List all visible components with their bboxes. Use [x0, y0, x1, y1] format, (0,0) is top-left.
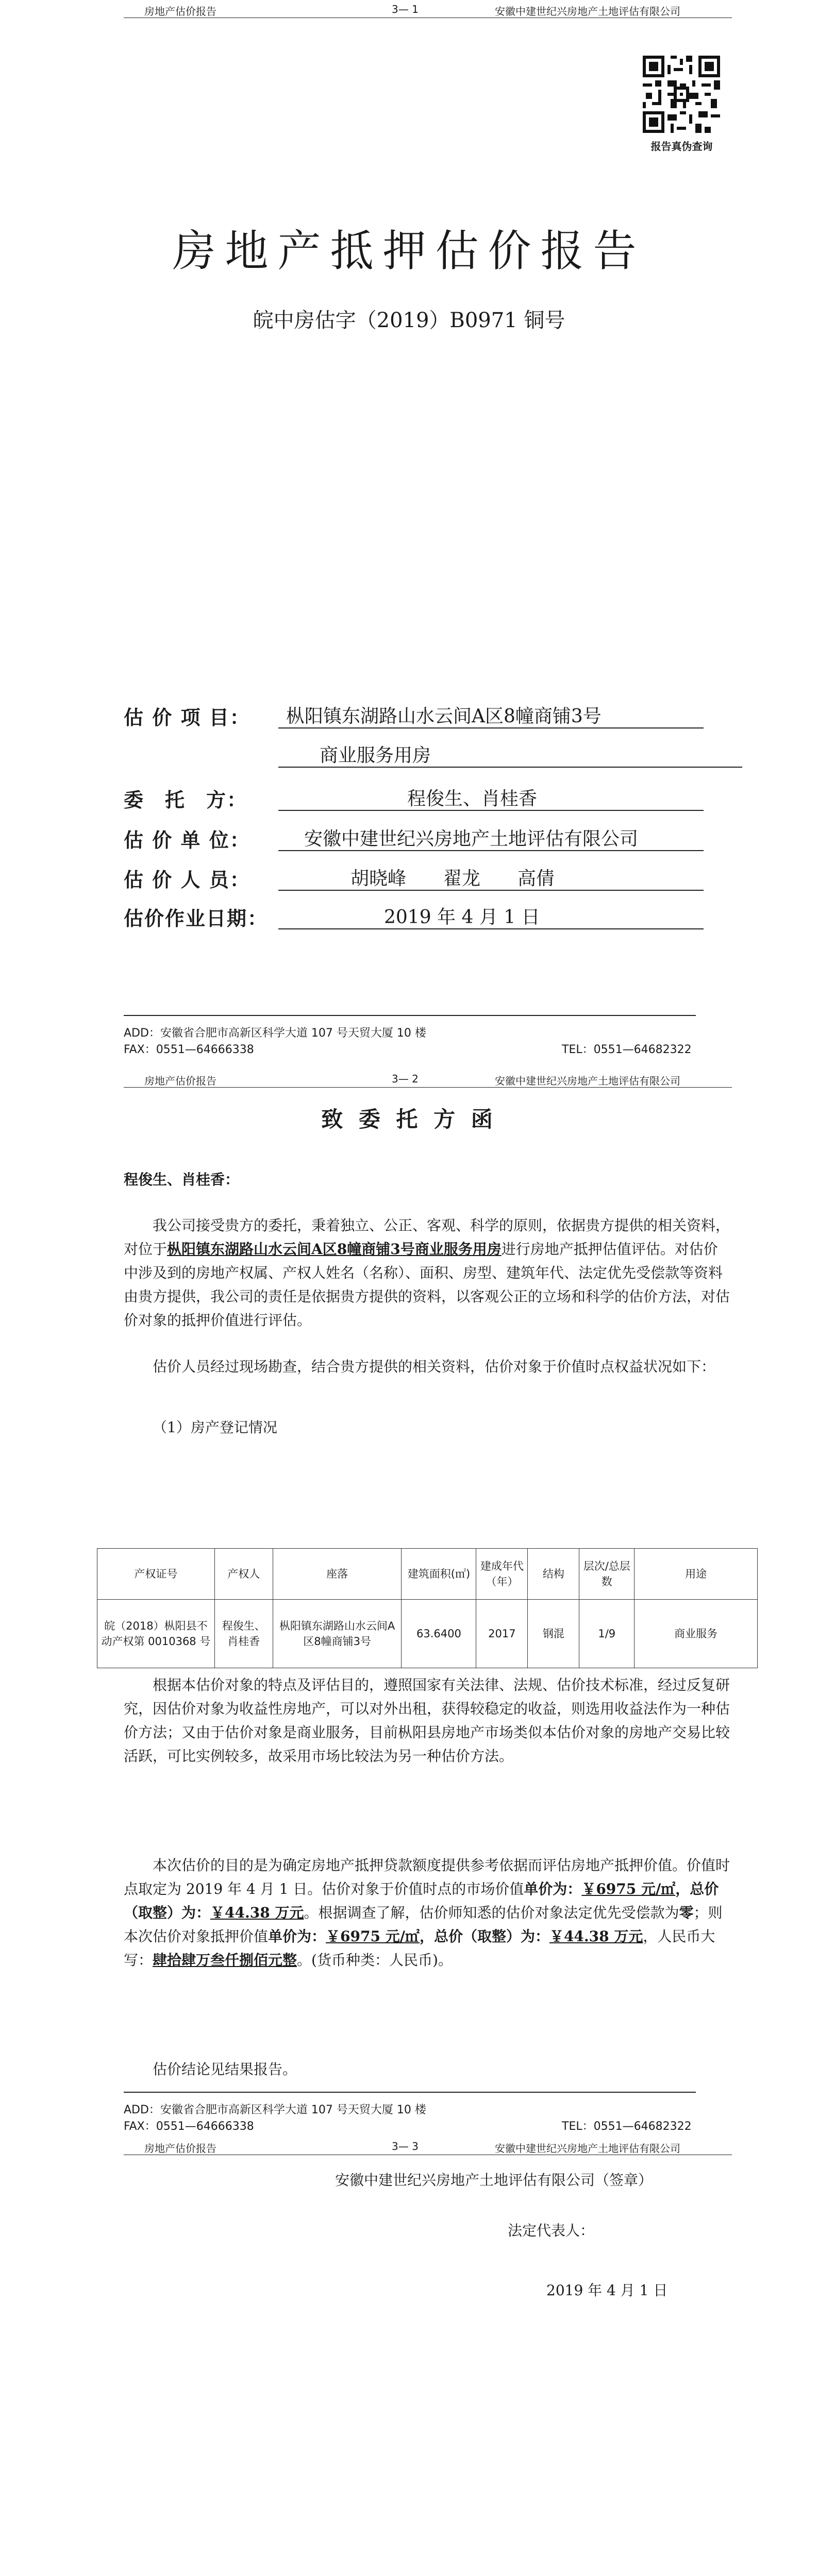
footer-address: ADD：安徽省合肥市高新区科学大道 107 号天贸大厦 10 楼 — [124, 2104, 426, 2116]
table-header: 建筑面积(㎡) — [402, 1549, 476, 1600]
text-span: 。根据调查了解，估价师知悉的估价对象法定优先受偿款为 — [304, 1904, 679, 1921]
header-left: 房地产估价报告 — [144, 1075, 216, 1087]
header-page: 3— 3 — [392, 2140, 419, 2153]
table-header: 产权人 — [214, 1549, 273, 1600]
header-right: 安徽中建世纪兴房地产土地评估有限公司 — [495, 1075, 680, 1087]
footer-rule — [124, 1015, 696, 1016]
footer-fax: FAX：0551—64666338 — [124, 1043, 254, 1056]
field-value-project: 枞阳镇东湖路山水云间A区8幢商铺3号 — [286, 706, 602, 727]
table-header: 建成年代（年） — [476, 1549, 528, 1600]
text-span: 本次估价的目的是为确定房地产抵押贷款额度提供参考依据而评估房地产抵押价值。价值时点取定为 2019 年 4 月 1 日。估价对象于价值时点的市场价值 — [124, 1857, 730, 1897]
paragraph-6: 估价结论见结果报告。 — [153, 2061, 297, 2078]
footer-tel: TEL：0551—64682322 — [562, 2120, 692, 2133]
footer-tel: TEL：0551—64682322 — [562, 1043, 692, 1056]
text-span: 单价为： — [524, 1880, 582, 1897]
paragraph-1 — [124, 1214, 732, 1332]
table-cell: 1/9 — [579, 1600, 635, 1668]
table-cell: 钢混 — [528, 1600, 579, 1668]
field-label-appraisers: 估 价 人 员： — [124, 868, 251, 891]
footer-address: ADD：安徽省合肥市高新区科学大道 107 号天贸大厦 10 楼 — [124, 1027, 426, 1040]
underline — [278, 767, 742, 768]
table-header: 结构 — [528, 1549, 579, 1600]
field-label-date: 估价作业日期： — [124, 907, 269, 930]
paragraph-3: （1）房产登记情况 — [153, 1419, 277, 1436]
table-cell: 商业服务 — [635, 1600, 758, 1668]
property-registration-table — [97, 1548, 758, 1668]
table-header: 层次/总层数 — [579, 1549, 635, 1600]
page3-header — [124, 2137, 732, 2155]
table-cell: 皖（2018）枞阳县不动产权第 0010368 号 — [97, 1600, 215, 1668]
amount-in-words: 肆拾肆万叁仟捌佰元整 — [153, 1952, 297, 1969]
underline — [278, 810, 704, 811]
market-total-price: ￥44.38 万元 — [210, 1904, 304, 1921]
field-value-appraisers: 胡晓峰 翟龙 高倩 — [350, 868, 555, 889]
field-value-project-line2: 商业服务用房 — [320, 745, 431, 766]
footer-rule — [124, 2092, 696, 2093]
market-unit-price: ￥6975 元/㎡ — [581, 1880, 676, 1897]
underline — [278, 850, 704, 851]
table-cell: 63.6400 — [402, 1600, 476, 1668]
letter-salutation: 程俊生、肖桂香： — [124, 1171, 240, 1188]
underline — [278, 928, 704, 929]
page2-header — [124, 1070, 732, 1088]
mortgage-unit-price: ￥6975 元/㎡ — [326, 1928, 420, 1945]
table-row — [97, 1600, 758, 1668]
field-value-org: 安徽中建世纪兴房地产土地评估有限公司 — [304, 828, 639, 850]
text-span: 进行房地产抵押估值评估。对估价中涉及到的房地产权属、产权人姓名（名称）、面积、房型、建筑年代、法定优先受偿款等资料由贵方提供，我公司的责任是依据贵方提供的资料，以客观公正的立场和科学的估价方法，对估价对象的抵押价值进行评估。 — [124, 1241, 730, 1329]
mortgage-total-price: ￥44.38 万元 — [549, 1928, 643, 1945]
table-cell: 枞阳镇东湖路山水云间A区8幢商铺3号 — [273, 1600, 402, 1668]
field-value-client: 程俊生、肖桂香 — [407, 788, 538, 809]
underline — [278, 727, 704, 728]
table-header: 产权证号 — [97, 1549, 215, 1600]
text-span: 我公司接受贵方的委托，秉着独立、公正、客观、科学的原则，依据贵方提供的相关资料，对位于 — [124, 1217, 730, 1258]
paragraph-2: 估价人员经过现场勘查，结合贵方提供的相关资料，估价对象于价值时点权益状况如下： — [153, 1358, 716, 1375]
field-value-date: 2019 年 4 月 1 日 — [384, 907, 540, 928]
header-page: 3— 1 — [392, 3, 419, 15]
report-number: 皖中房估字（2019）B0971 铜号 — [253, 309, 565, 332]
field-label-org: 估 价 单 位： — [124, 828, 251, 852]
header-right: 安徽中建世纪兴房地产土地评估有限公司 — [495, 5, 680, 18]
qr-code-icon[interactable] — [643, 56, 720, 133]
property-address: 枞阳镇东湖路山水云间A区8幢商铺3号商业服务用房 — [167, 1241, 502, 1258]
text-span: ，人民币大写： — [124, 1928, 715, 1969]
text-span: 单价为： — [268, 1928, 326, 1945]
text-span: ，总价（取整）为： — [124, 1880, 719, 1921]
header-left: 房地产估价报告 — [144, 2142, 216, 2155]
letter-title: 致 委 托 方 函 — [321, 1107, 497, 1132]
table-header: 用途 — [635, 1549, 758, 1600]
paragraph-5 — [124, 1854, 732, 1972]
text-span: 。(货币种类：人民币)。 — [297, 1952, 453, 1969]
letter-date: 2019 年 4 月 1 日 — [546, 2282, 668, 2299]
qr-caption: 报告真伪查询 — [650, 140, 713, 152]
legal-representative: 法定代表人： — [508, 2222, 595, 2239]
header-right: 安徽中建世纪兴房地产土地评估有限公司 — [495, 2142, 680, 2155]
footer-fax: FAX：0551—64666338 — [124, 2120, 254, 2133]
paragraph-4: 根据本估价对象的特点及评估目的，遵照国家有关法律、法规、估价技术标准，经过反复研究，因估价对象为收益性房地产，可以对外出租，获得较稳定的收益，则选用收益法作为一种估价方法；又由于估价对象是商业服务，目前枞阳县房地产市场类似本估价对象的房地产交易比较活跃，可比实例较多，故采用市场比较法为另一种估价方法。 — [124, 1676, 730, 1765]
text-span: ，总价（取整）为： — [419, 1928, 549, 1945]
table-cell: 2017 — [476, 1600, 528, 1668]
table-header: 座落 — [273, 1549, 402, 1600]
field-label-project: 估 价 项 目： — [124, 706, 251, 729]
page1-header — [124, 0, 732, 18]
header-page: 3— 2 — [392, 1073, 419, 1085]
field-label-client: 委 托 方： — [124, 788, 248, 811]
company-seal-line: 安徽中建世纪兴房地产土地评估有限公司（签章） — [335, 2172, 653, 2189]
header-left: 房地产估价报告 — [144, 5, 216, 18]
report-title: 房地产抵押估价报告 — [172, 226, 646, 276]
text-span: 零 — [679, 1904, 694, 1921]
underline — [278, 890, 704, 891]
table-header-row — [97, 1549, 758, 1600]
table-cell: 程俊生、肖桂香 — [214, 1600, 273, 1668]
text-span: ；则本次估价对象抵押价值 — [124, 1904, 723, 1945]
